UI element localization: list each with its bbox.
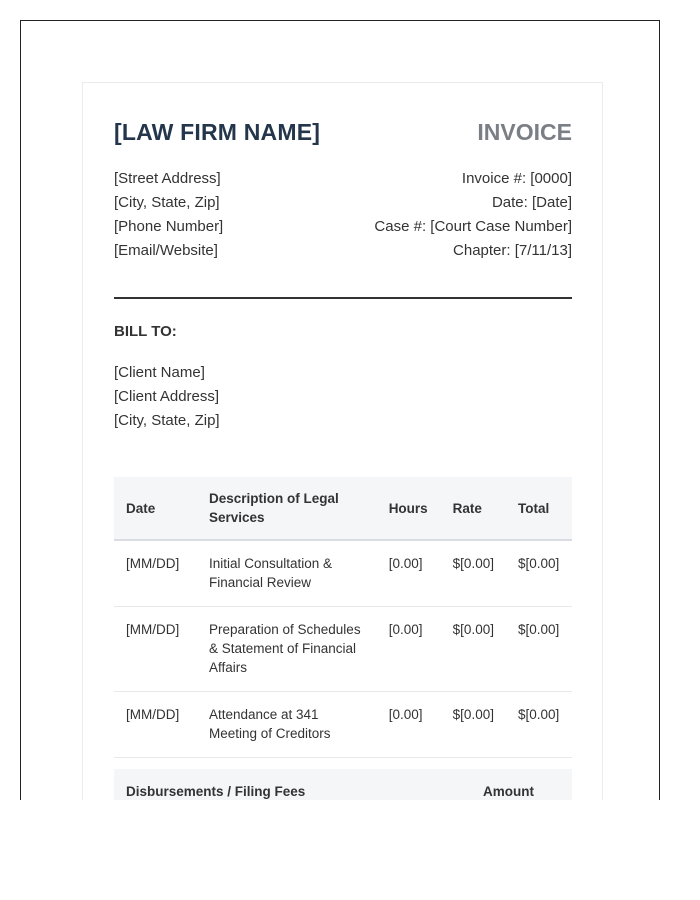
header-hours: Hours — [377, 477, 441, 540]
firm-street: [Street Address] — [114, 170, 221, 187]
client-city: [City, State, Zip] — [114, 412, 220, 429]
header-total: Total — [506, 477, 572, 540]
invoice-meta-block — [374, 167, 572, 263]
invoice-page — [82, 82, 603, 800]
bill-to-label: BILL TO: — [114, 323, 177, 340]
row-date: [MM/DD] — [114, 540, 197, 607]
table-row — [114, 540, 572, 607]
firm-city: [City, State, Zip] — [114, 194, 220, 211]
row-date: [MM/DD] — [114, 692, 197, 758]
client-name: [Client Name] — [114, 364, 205, 381]
header-date: Date — [114, 477, 197, 540]
invoice-header — [114, 119, 572, 159]
firm-phone: [Phone Number] — [114, 218, 224, 235]
row-rate: $[0.00] — [441, 540, 506, 607]
row-date: [MM/DD] — [114, 607, 197, 692]
row-rate: $[0.00] — [441, 607, 506, 692]
header-disbursements: Disbursements / Filing Fees — [114, 769, 471, 800]
document-frame — [20, 20, 660, 800]
invoice-date: Date: [Date] — [491, 194, 572, 211]
firm-email: [Email/Website] — [114, 242, 218, 259]
invoice-title: INVOICE — [477, 119, 572, 145]
services-table — [114, 477, 572, 758]
row-hours: [0.00] — [377, 607, 441, 692]
row-description: Preparation of Schedules & Statement of Financial Affairs — [197, 607, 377, 692]
case-number: Case #: [Court Case Number] — [374, 218, 572, 235]
header-amount: Amount — [471, 769, 572, 800]
services-header-row — [114, 477, 572, 540]
firm-name: [LAW FIRM NAME] — [114, 119, 321, 145]
table-row — [114, 607, 572, 692]
row-total: $[0.00] — [506, 692, 572, 758]
header-description: Description of Legal Services — [197, 477, 377, 540]
disbursements-header-row — [114, 769, 572, 800]
row-total: $[0.00] — [506, 607, 572, 692]
row-hours: [0.00] — [377, 692, 441, 758]
header-rate: Rate — [441, 477, 506, 540]
row-hours: [0.00] — [377, 540, 441, 607]
row-rate: $[0.00] — [441, 692, 506, 758]
chapter: Chapter: [7/11/13] — [453, 242, 572, 259]
row-total: $[0.00] — [506, 540, 572, 607]
row-description: Attendance at 341 Meeting of Creditors — [197, 692, 377, 758]
client-block — [114, 361, 220, 433]
table-row — [114, 692, 572, 758]
client-address: [Client Address] — [114, 388, 220, 405]
invoice-number: Invoice #: [0000] — [461, 170, 572, 187]
header-divider — [114, 297, 572, 299]
firm-address-block — [114, 167, 223, 263]
row-description: Initial Consultation & Financial Review — [197, 540, 377, 607]
disbursements-table — [114, 769, 572, 800]
